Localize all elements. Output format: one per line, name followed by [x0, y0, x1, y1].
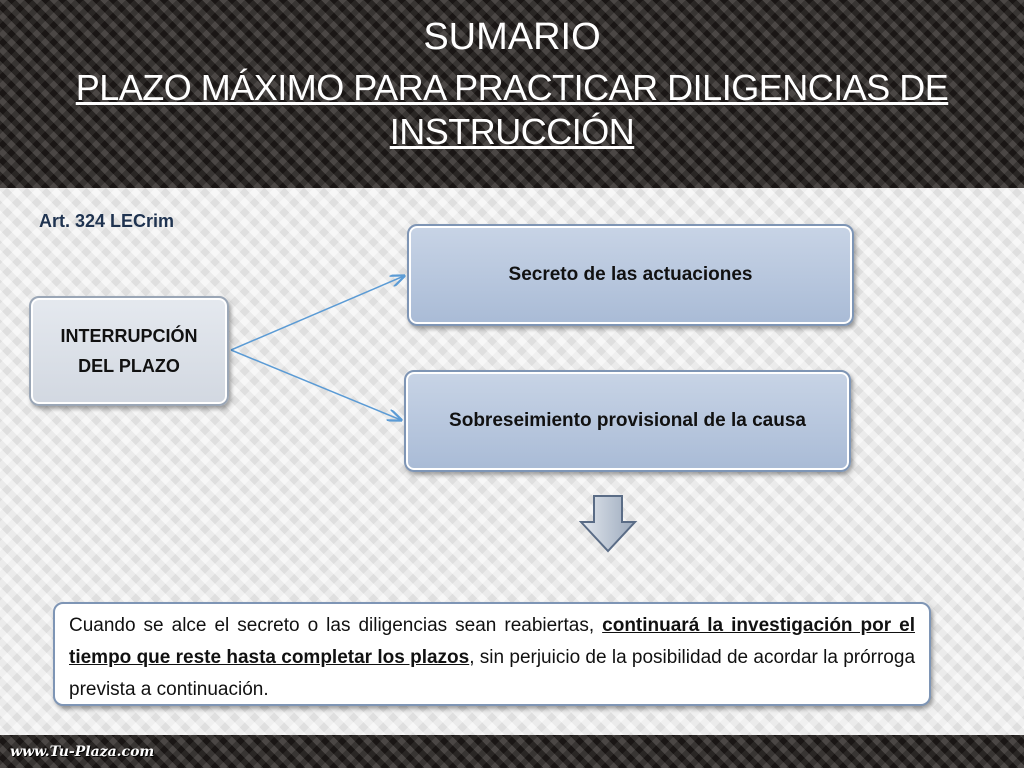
slide-title: SUMARIO [423, 16, 601, 58]
explanation-note [53, 602, 931, 706]
interrupcion-box [29, 296, 229, 406]
note-text-emphasis: continuará la investigación por el tiempo que reste hasta completar los plazos [69, 615, 915, 668]
arrow-to-secreto [231, 276, 404, 350]
sobreseimiento-box [404, 370, 851, 472]
arrow-to-sobreseimiento [231, 350, 401, 420]
secreto-label: Secreto de las actuaciones [508, 264, 753, 285]
sobreseimiento-label: Sobreseimiento provisional de la causa [449, 410, 806, 431]
article-label: Art. 324 LECrim [39, 211, 175, 231]
footer-logo: www.Tu-Plaza.com [10, 744, 155, 760]
interrupcion-line2: DEL PLAZO [78, 356, 180, 376]
interrupcion-line1: INTERRUPCIÓN [60, 326, 198, 346]
secreto-box [407, 224, 854, 326]
down-arrow-icon [577, 494, 639, 554]
note-text-start: Cuando se alce el secreto o las diligencias sean reabiertas, [69, 615, 603, 636]
footer-bar [0, 735, 1024, 768]
note-text-end: , sin perjuicio de la posibilidad de acordar la prórroga prevista a continuación. [69, 647, 916, 700]
slide-subtitle: PLAZO MÁXIMO PARA PRACTICAR DILIGENCIAS DE INSTRUCCIÓN [75, 67, 949, 152]
